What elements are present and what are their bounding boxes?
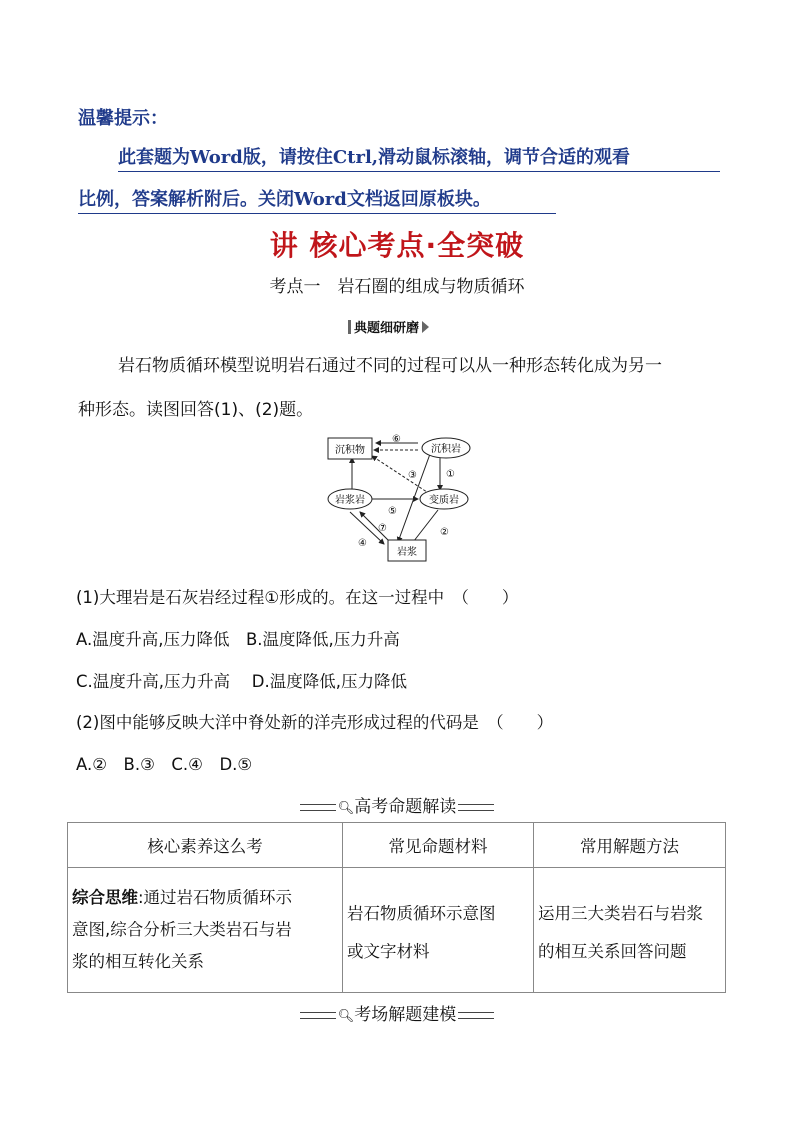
sedimentary-rock-label: 沉积岩 [431,444,461,455]
cell-text: 运用三大类岩石与岩浆 [538,904,703,923]
magma-label: 岩浆 [397,547,417,558]
question-2-options: A.② B.③ C.④ D.⑤ [76,755,253,774]
process-6-label: ⑥ [392,434,401,445]
question-1-options-ab: A.温度升高,压力降低 B.温度降低,压力升高 [76,630,400,649]
divider-label: 考场解题建模 [354,1005,457,1025]
process-1-label: ① [446,469,455,480]
tip-line-1: 此套题为Word版，请按住Ctrl,滑动鼠标滚轴，调节合适的观看 [118,147,720,172]
cell-bold-term: 综合思维 [72,888,138,907]
divider-label: 高考命题解读 [354,797,457,817]
cell-text: 岩石物质循环示意图 [347,904,496,923]
table-row [68,868,726,993]
rock-cycle-diagram [320,432,480,566]
tip-title: 温馨提示： [78,108,168,129]
intro-line-1: 岩石物质循环模型说明岩石通过不同的过程可以从一种形态转化成为另一 [118,356,662,376]
cell-text: 或文字材料 [347,942,430,961]
process-2-label: ② [440,527,449,538]
question-1: (1)大理岩是石灰岩经过程①形成的。在这一过程中 （ ） [76,588,519,607]
magnifier-icon: 🔍︎ [337,801,355,816]
tip-line-2: 比例，答案解析附后。关闭Word文档返回原板块。 [78,189,556,214]
tag-bar-icon [348,320,351,334]
table-cell-material [343,868,534,993]
tag-arrow-icon [422,321,429,333]
divider-line-left [300,1012,336,1019]
magnifier-icon: 🔍︎ [337,1009,355,1024]
table-header-cell: 常见命题材料 [343,823,534,868]
process-7-label: ⑦ [378,523,387,534]
table-header-row [68,823,726,868]
divider-line-right [458,804,494,811]
cell-text: 意图,综合分析三大类岩石与岩 [72,920,292,939]
exam-analysis-table [67,822,726,993]
metamorphic-rock-label: 变质岩 [429,495,459,506]
divider-modeling [0,1000,794,1025]
divider-line-left [300,804,336,811]
divider-line-right [458,1012,494,1019]
cell-text: 的相互关系回答问题 [538,942,687,961]
cell-text: 浆的相互转化关系 [72,952,204,971]
cell-text: :通过岩石物质循环示 [138,888,293,907]
question-1-options-cd: C.温度升高,压力升高 D.温度降低,压力降低 [76,672,407,691]
question-2: (2)图中能够反映大洋中脊处新的洋壳形成过程的代码是 （ ） [76,713,554,732]
sediment-label: 沉积物 [335,445,365,456]
table-header-cell: 核心素养这么考 [68,823,343,868]
table-cell-method [534,868,726,993]
section-tag-label: 典题细研磨 [354,321,420,336]
intro-line-2: 种形态。读图回答(1)、(2)题。 [78,400,314,420]
process-4-label: ④ [358,538,367,549]
sub-title: 考点一 岩石圈的组成与物质循环 [269,277,525,297]
process-3-label: ③ [408,470,417,481]
table-cell-core-literacy [68,868,343,993]
section-tag [348,317,429,336]
process-5-label: ⑤ [388,506,397,517]
main-title: 讲 核心考点·全突破 [269,229,525,262]
igneous-rock-label: 岩浆岩 [335,495,365,506]
divider-exam-analysis [0,792,794,817]
table-header-cell: 常用解题方法 [534,823,726,868]
